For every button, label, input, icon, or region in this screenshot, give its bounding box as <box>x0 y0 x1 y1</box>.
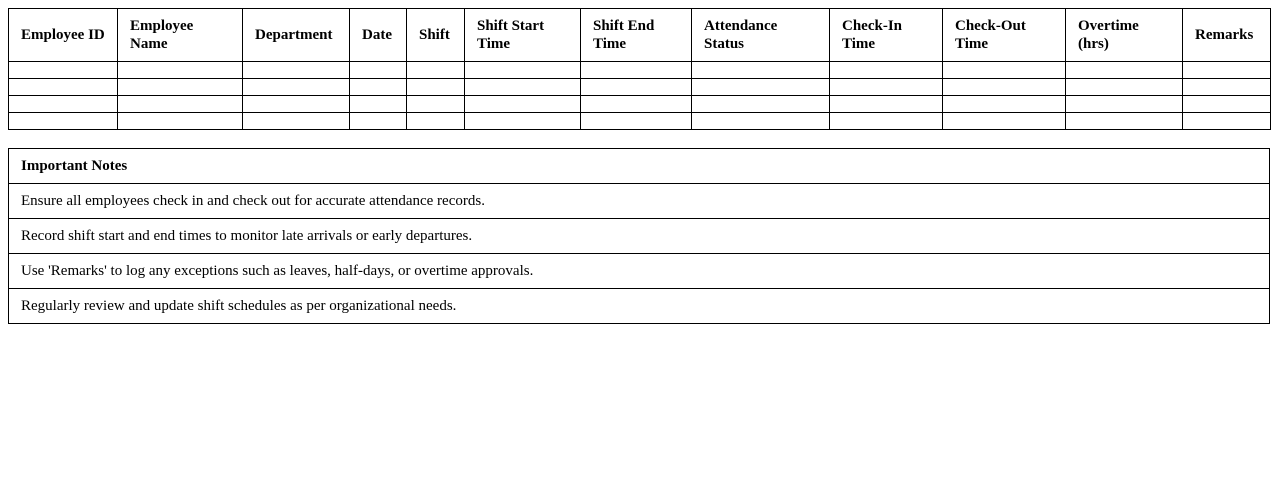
table-cell[interactable] <box>692 62 830 79</box>
table-cell[interactable] <box>407 62 465 79</box>
column-header-shift-end-time: Shift End Time <box>581 9 692 62</box>
table-cell[interactable] <box>943 62 1066 79</box>
note-row <box>9 254 1270 289</box>
table-cell[interactable] <box>9 79 118 96</box>
attendance-table <box>8 8 1271 130</box>
column-header-overtime: Overtime (hrs) <box>1066 9 1183 62</box>
notes-table <box>8 148 1270 324</box>
table-cell[interactable] <box>350 79 407 96</box>
column-header-department: Department <box>243 9 350 62</box>
column-header-check-in-time: Check-In Time <box>830 9 943 62</box>
column-header-shift-start-time: Shift Start Time <box>465 9 581 62</box>
table-row <box>9 96 1271 113</box>
table-cell[interactable] <box>407 96 465 113</box>
notes-title-row <box>9 149 1270 184</box>
table-cell[interactable] <box>581 79 692 96</box>
table-cell[interactable] <box>1183 96 1271 113</box>
table-cell[interactable] <box>830 96 943 113</box>
table-cell[interactable] <box>350 96 407 113</box>
table-cell[interactable] <box>1183 79 1271 96</box>
table-cell[interactable] <box>1183 113 1271 130</box>
table-cell[interactable] <box>118 96 243 113</box>
note-row <box>9 219 1270 254</box>
table-cell[interactable] <box>943 113 1066 130</box>
table-cell[interactable] <box>407 113 465 130</box>
column-header-check-out-time: Check-Out Time <box>943 9 1066 62</box>
column-header-attendance-status: Attendance Status <box>692 9 830 62</box>
table-cell[interactable] <box>1066 96 1183 113</box>
note-item: Use 'Remarks' to log any exceptions such as leaves, half-days, or overtime approvals. <box>9 254 1270 289</box>
table-cell[interactable] <box>350 113 407 130</box>
column-header-employee-id: Employee ID <box>9 9 118 62</box>
column-header-employee-name: Employee Name <box>118 9 243 62</box>
table-cell[interactable] <box>1183 62 1271 79</box>
table-cell[interactable] <box>465 79 581 96</box>
note-row <box>9 184 1270 219</box>
table-cell[interactable] <box>943 96 1066 113</box>
table-cell[interactable] <box>407 79 465 96</box>
table-cell[interactable] <box>581 62 692 79</box>
table-cell[interactable] <box>581 113 692 130</box>
table-cell[interactable] <box>243 96 350 113</box>
table-cell[interactable] <box>830 62 943 79</box>
notes-title: Important Notes <box>9 149 1270 184</box>
table-cell[interactable] <box>243 113 350 130</box>
note-item: Ensure all employees check in and check out for accurate attendance records. <box>9 184 1270 219</box>
table-cell[interactable] <box>9 62 118 79</box>
table-row <box>9 62 1271 79</box>
table-cell[interactable] <box>350 62 407 79</box>
table-cell[interactable] <box>692 113 830 130</box>
table-cell[interactable] <box>118 113 243 130</box>
table-cell[interactable] <box>1066 79 1183 96</box>
note-item: Regularly review and update shift schedules as per organizational needs. <box>9 289 1270 324</box>
table-cell[interactable] <box>9 113 118 130</box>
attendance-header-row <box>9 9 1271 62</box>
table-cell[interactable] <box>243 62 350 79</box>
table-cell[interactable] <box>465 62 581 79</box>
table-cell[interactable] <box>118 62 243 79</box>
column-header-shift: Shift <box>407 9 465 62</box>
note-row <box>9 289 1270 324</box>
table-cell[interactable] <box>1066 62 1183 79</box>
note-item: Record shift start and end times to monitor late arrivals or early departures. <box>9 219 1270 254</box>
column-header-remarks: Remarks <box>1183 9 1271 62</box>
table-cell[interactable] <box>581 96 692 113</box>
table-cell[interactable] <box>692 96 830 113</box>
table-cell[interactable] <box>9 96 118 113</box>
column-header-date: Date <box>350 9 407 62</box>
table-cell[interactable] <box>830 79 943 96</box>
table-cell[interactable] <box>465 113 581 130</box>
table-cell[interactable] <box>830 113 943 130</box>
table-cell[interactable] <box>465 96 581 113</box>
table-row <box>9 113 1271 130</box>
table-cell[interactable] <box>943 79 1066 96</box>
table-cell[interactable] <box>1066 113 1183 130</box>
table-cell[interactable] <box>692 79 830 96</box>
table-cell[interactable] <box>118 79 243 96</box>
table-cell[interactable] <box>243 79 350 96</box>
table-row <box>9 79 1271 96</box>
